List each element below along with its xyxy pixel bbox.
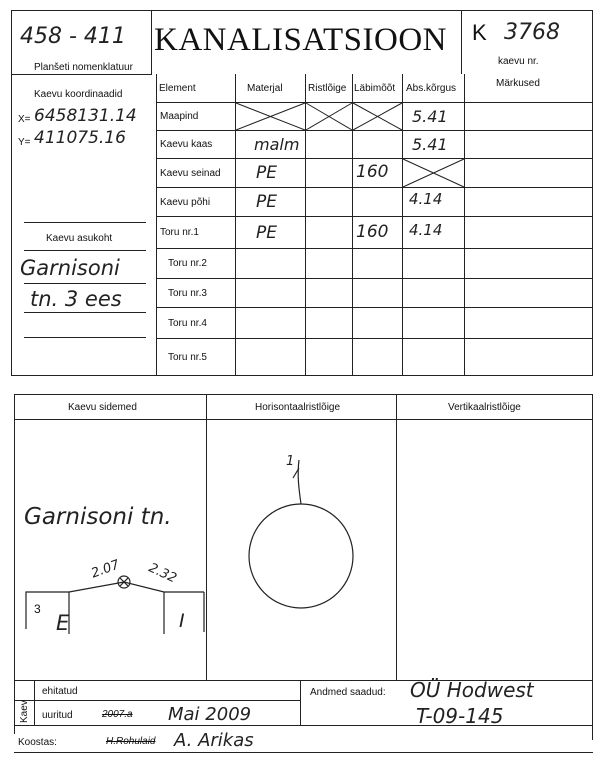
sheet-code-label: Planšeti nomenklatuur	[34, 62, 133, 73]
element-table	[156, 74, 593, 376]
header-abs-height: Abs.kõrgus	[406, 82, 457, 94]
data-from-line1: OÜ Hodwest	[410, 678, 534, 702]
data-from-line2: T-09-145	[416, 704, 504, 728]
row-label-toru-3: Toru nr.3	[168, 287, 207, 299]
horizontal-section-sketch	[207, 420, 396, 680]
compiled-new: A. Arikas	[174, 730, 254, 751]
compiled-old: H.Rohulaid	[106, 736, 156, 747]
building-number-left: 3	[34, 602, 41, 616]
toru1-diameter: 160	[356, 222, 389, 242]
row-label-toru-5: Toru nr.5	[168, 351, 207, 363]
left-border	[11, 10, 12, 376]
x-coordinate: 6458131.14	[34, 106, 137, 126]
maapind-height: 5.41	[412, 107, 448, 126]
building-letter-right: I	[179, 610, 185, 632]
y-label: Y=	[18, 137, 31, 148]
surveyed-old: 2007.a	[102, 709, 133, 720]
pohi-material: PE	[256, 192, 277, 212]
seinad-diameter: 160	[356, 162, 389, 182]
row-label-maapind: Maapind	[160, 111, 199, 122]
coordinates-label: Kaevu koordinaadid	[34, 89, 123, 100]
page-title: KANALISATSIOON	[154, 22, 447, 58]
location-label: Kaevu asukoht	[46, 233, 113, 244]
pipe-number: 1	[286, 454, 295, 469]
street-name: Garnisoni tn.	[24, 504, 172, 530]
compiled-label: Koostas:	[18, 737, 57, 748]
surveyed-label: uuritud	[42, 710, 73, 721]
toru1-material: PE	[256, 223, 277, 243]
well-letter: K	[472, 20, 487, 45]
row-label-toru-2: Toru nr.2	[168, 258, 207, 269]
kaas-height: 5.41	[412, 135, 448, 154]
header-diameter: Läbimõõt	[354, 82, 396, 94]
sketch-section	[14, 394, 594, 760]
kaas-material: malm	[254, 135, 300, 154]
sheet-code: 458 - 411	[20, 24, 126, 49]
row-label-toru-1: Toru nr.1	[160, 227, 199, 238]
header-notes: Märkused	[496, 78, 540, 89]
toru1-height: 4.14	[409, 221, 443, 239]
header-cross-section: Ristlõige	[308, 82, 347, 94]
distance-left: 2.07	[89, 557, 122, 582]
top-border	[11, 10, 593, 11]
surveyed-new: Mai 2009	[168, 704, 252, 725]
header-element: Element	[159, 82, 196, 94]
data-from-label: Andmed saadud:	[310, 687, 386, 698]
y-coordinate: 411075.16	[34, 128, 126, 148]
row-label-kaevu-pohi: Kaevu põhi	[160, 196, 211, 208]
row-label-kaevu-kaas: Kaevu kaas	[160, 139, 213, 150]
built-label: ehitatud	[42, 686, 78, 697]
header-material: Materjal	[247, 82, 283, 94]
x-label: X=	[18, 114, 31, 125]
ties-label: Kaevu sidemed	[68, 402, 137, 413]
location-line1: Garnisoni	[20, 256, 120, 280]
pohi-height: 4.14	[409, 190, 443, 208]
horizontal-section-label: Horisontaalristlõige	[255, 402, 341, 413]
well-side-label: Kaev	[19, 700, 30, 723]
vertical-section-label: Vertikaalristlõige	[448, 402, 521, 413]
well-number: 3768	[504, 20, 560, 45]
well-number-label: kaevu nr.	[498, 56, 539, 67]
location-line2: tn. 3 ees	[30, 287, 122, 311]
distance-right: 2.32	[146, 560, 179, 587]
row-label-toru-4: Toru nr.4	[168, 317, 207, 329]
seinad-material: PE	[256, 163, 277, 183]
row-label-kaevu-seinad: Kaevu seinad	[160, 167, 221, 179]
building-letter-left: E	[56, 611, 70, 635]
